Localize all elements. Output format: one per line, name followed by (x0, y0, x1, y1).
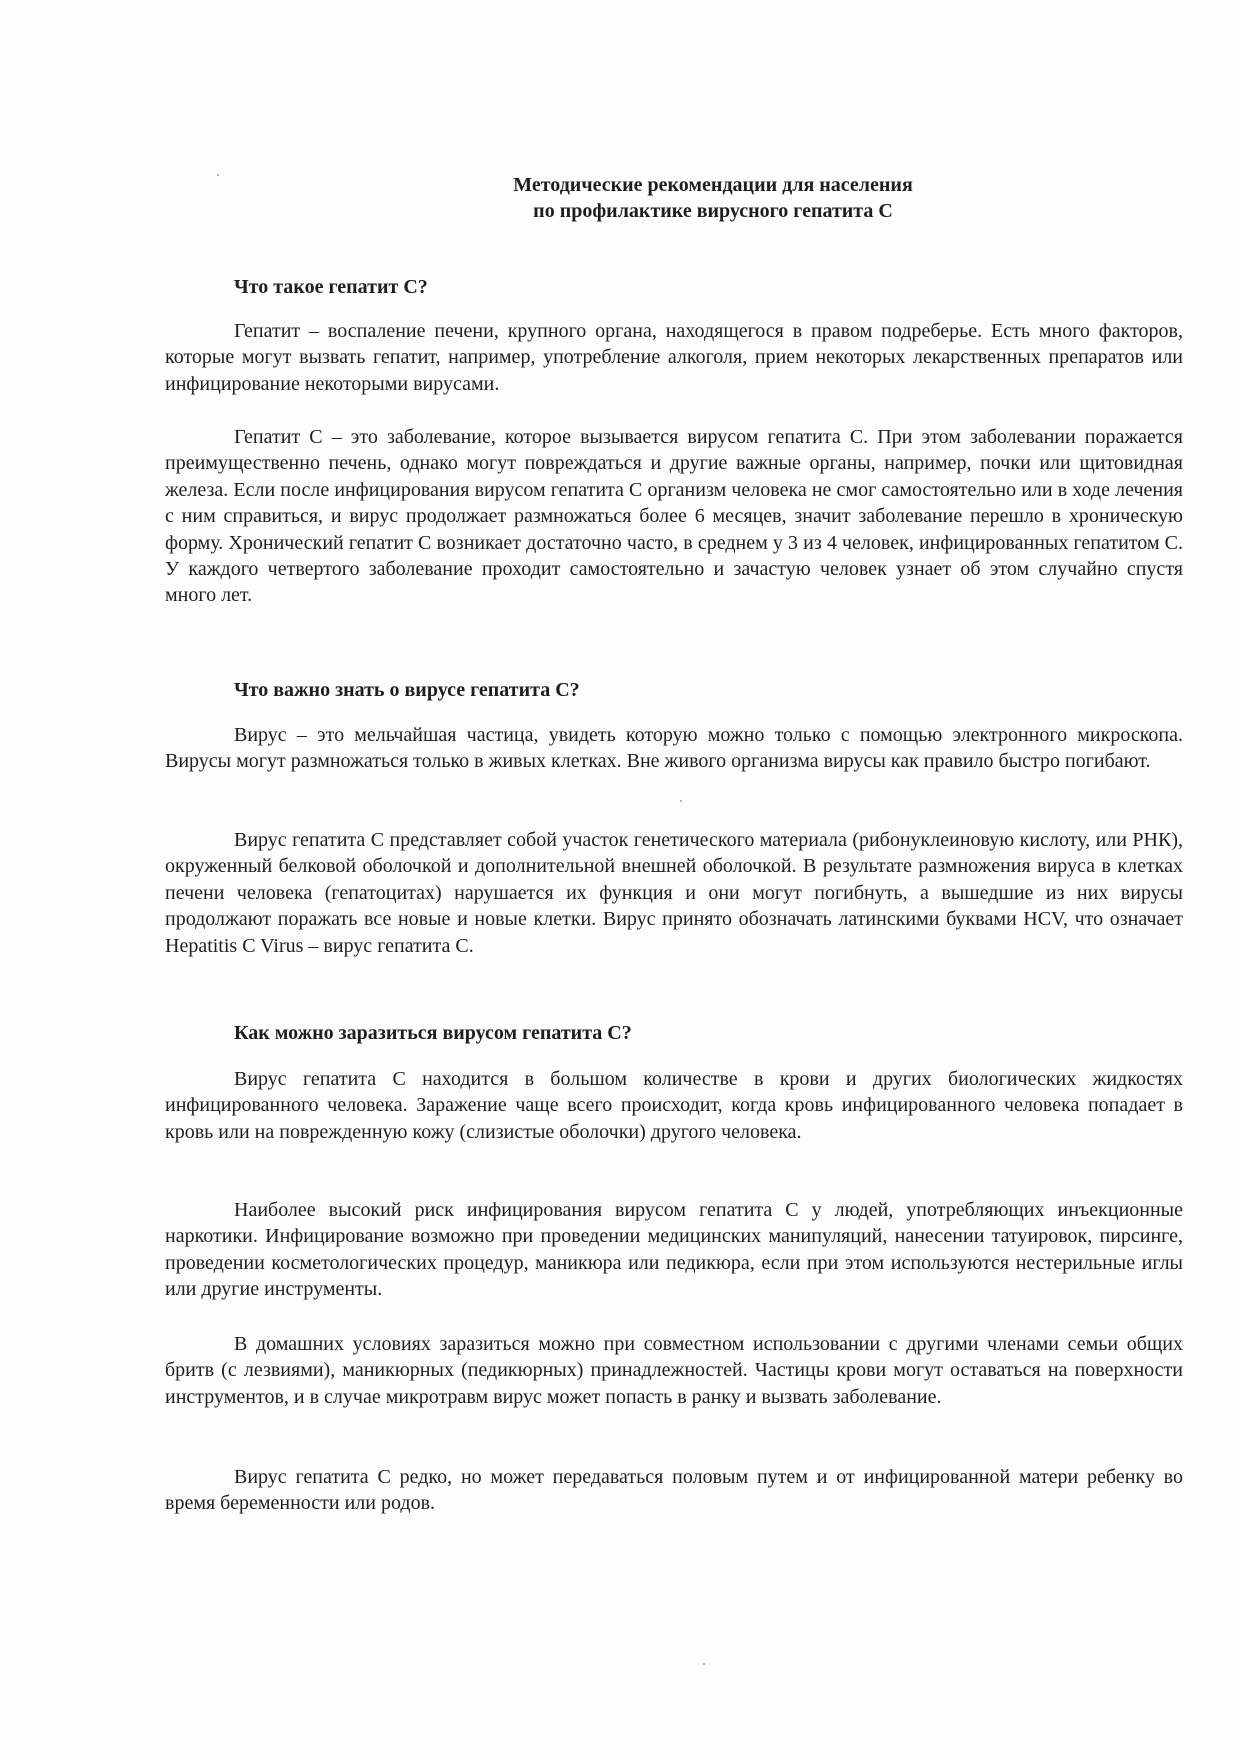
title-line-1: Методические рекомендации для населения (513, 174, 913, 196)
section-heading-what-is-hepatitis-c: Что такое гепатит С? (234, 276, 428, 298)
section-heading-about-virus: Что важно знать о вирусе гепатита С? (234, 679, 580, 701)
paragraph: Вирус гепатита С представляет собой участок генетического материала (рибонуклеиновую кислоту, или РНК), окруженный белковой оболочкой и дополнительной внешней оболочкой. В результате размножения вируса в клетках печени человека (гепатоцитах) нарушается их функция и они могут погибнуть, а вышедшие из них вирусы продолжают поражать все новые и новые клетки. Вирус принято обозначать латинскими буквами HCV, что означает Hepatitis C Virus – вирус гепатита С. (165, 829, 1183, 957)
section-heading-how-infection-occurs: Как можно заразиться вирусом гепатита С? (234, 1022, 632, 1044)
paragraph: Наиболее высокий риск инфицирования вирусом гепатита С у людей, употребляющих инъекционные наркотики. Инфицирование возможно при проведении медицинских манипуляций, нанесении татуировок, пирсинге, проведении косметологических процедур, маникюра или педикюра, если при этом используются нестерильные иглы или другие инструменты. (165, 1199, 1183, 1301)
paragraph: Гепатит С – это заболевание, которое вызывается вирусом гепатита С. При этом заболевании поражается преимущественно печень, однако могут повреждаться и другие важные органы, например, почки или щитовидная железа. Если после инфицирования вирусом гепатита С организм человека не смог самостоятельно или в ходе лечения с ним справиться, и вирус продолжает размножаться более 6 месяцев, значит заболевание перешло в хроническую форму. Хронический гепатит С возникает достаточно часто, в среднем у 3 из 4 человек, инфицированных гепатитом С. У каждого четвертого заболевание проходит самостоятельно и зачастую человек узнает об этом случайно спустя много лет. (165, 426, 1183, 607)
scan-speck (217, 174, 219, 176)
paragraph: Гепатит – воспаление печени, крупного органа, находящегося в правом подреберье. Есть много факторов, которые могут вызвать гепатит, например, употребление алкоголя, прием некоторых лекарственных препаратов или инфицирование некоторыми вирусами. (165, 320, 1183, 395)
paragraph: Вирус гепатита С редко, но может передаваться половым путем и от инфицированной матери ребенку во время беременности или родов. (165, 1466, 1183, 1515)
document-title (160, 172, 1239, 224)
scan-speck (680, 800, 682, 802)
scan-speck (703, 1663, 705, 1665)
paragraph: В домашних условиях заразиться можно при совместном использовании с другими членами семьи общих бритв (с лезвиями), маникюрных (педикюрных) принадлежностей. Частицы крови могут оставаться на поверхности инструментов, и в случае микротравм вирус может попасть в ранку и вызвать заболевание. (165, 1333, 1183, 1408)
title-line-2: по профилактике вирусного гепатита С (533, 200, 893, 222)
paragraph: Вирус – это мельчайшая частица, увидеть которую можно только с помощью электронного микроскопа. Вирусы могут размножаться только в живых клетках. Вне живого организма вирусы как правило быстро погибают. (165, 724, 1183, 773)
paragraph: Вирус гепатита С находится в большом количестве в крови и других биологических жидкостях инфицированного человека. Заражение чаще всего происходит, когда кровь инфицированного человека попадает в кровь или на поврежденную кожу (слизистые оболочки) другого человека. (165, 1068, 1183, 1143)
